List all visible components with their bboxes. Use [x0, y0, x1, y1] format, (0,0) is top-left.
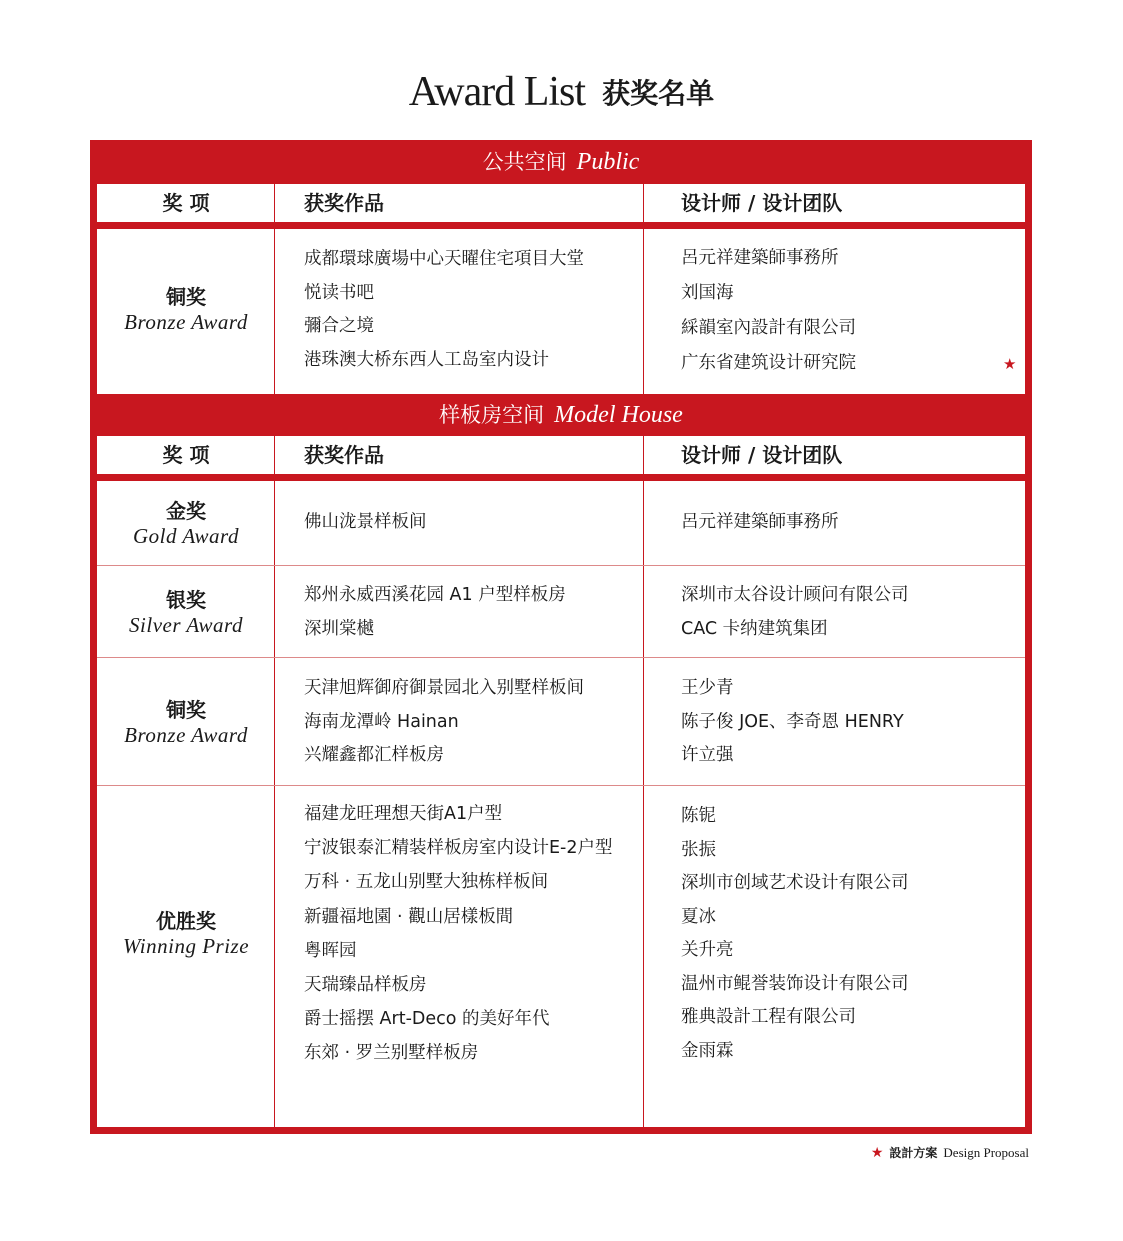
award-cn: 铜奖 — [166, 698, 206, 722]
winning-designers — [681, 800, 909, 1068]
list-item: 宁波银泰汇精装样板房室内设计E-2户型 — [304, 838, 613, 859]
list-item: 港珠澳大桥东西人工岛室内设计 — [304, 349, 549, 370]
award-cn: 铜奖 — [166, 285, 206, 309]
public-title-cn: 公共空间 — [482, 150, 567, 174]
model-bronze-award — [97, 697, 275, 747]
list-item: 天瑞臻品样板房 — [304, 974, 427, 995]
list-item: 呂元祥建築師事務所 — [681, 248, 839, 268]
award-cn: 优胜奖 — [156, 909, 216, 933]
public-bronze-award — [97, 284, 275, 334]
header-award: 奖 项 — [162, 191, 210, 215]
list-item: 天津旭辉御府御景园北入别墅样板间 — [304, 678, 584, 698]
award-table — [90, 140, 1032, 1134]
award-en: Silver Award — [129, 613, 243, 637]
model-bronze-designers — [681, 672, 904, 773]
legend-cn: 設計方案 — [889, 1146, 938, 1160]
award-cn: 金奖 — [166, 499, 206, 523]
list-item: 王少青 — [681, 678, 734, 698]
model-house-title-en: Model House — [554, 402, 683, 428]
model-house-column-headers — [97, 436, 1025, 474]
public-bronze-designers — [681, 241, 856, 381]
header-works: 获奖作品 — [304, 191, 384, 215]
public-body — [97, 229, 1025, 394]
model-house-title-cn: 样板房空间 — [439, 403, 545, 427]
list-item: 悦读书吧 — [304, 282, 374, 303]
list-item: 深圳市创域艺术设计有限公司 — [681, 873, 909, 893]
award-cn: 银奖 — [166, 588, 206, 612]
list-item: 夏冰 — [681, 906, 716, 927]
model-house-section-header — [90, 394, 1032, 436]
list-item: 成都環球廣場中心天曜住宅項目大堂 — [304, 249, 584, 269]
award-en: Gold Award — [133, 524, 239, 548]
list-item: 广东省建筑设计研究院 — [681, 353, 856, 373]
gold-designers — [681, 506, 839, 540]
title-cn: 获奖名单 — [602, 77, 715, 110]
public-column-headers — [97, 184, 1025, 222]
silver-award — [97, 587, 275, 637]
gold-works — [304, 506, 427, 540]
legend-en: Design Proposal — [943, 1145, 1029, 1160]
public-title-en: Public — [576, 149, 640, 175]
header-works: 获奖作品 — [304, 443, 384, 467]
model-house-body — [97, 481, 1025, 1127]
list-item: 新疆福地園 · 觀山居樣板間 — [304, 906, 514, 927]
list-item: 许立强 — [681, 745, 734, 765]
list-item: 陈铌 — [681, 806, 716, 826]
gold-award — [97, 498, 275, 548]
list-item: 呂元祥建築師事務所 — [681, 512, 839, 532]
header-designers: 设计师 / 设计团队 — [681, 443, 843, 467]
list-item: 金雨霖 — [681, 1040, 734, 1061]
award-en: Bronze Award — [124, 723, 248, 747]
list-item: 海南龙潭岭 Hainan — [304, 711, 459, 732]
list-item: 张振 — [681, 839, 716, 860]
header-award: 奖 项 — [162, 443, 210, 467]
award-en: Winning Prize — [122, 934, 250, 958]
list-item: 深圳棠樾 — [304, 618, 374, 639]
star-icon: ★ — [870, 1145, 884, 1161]
public-section-header — [90, 140, 1032, 184]
list-item: 彌合之境 — [304, 316, 374, 336]
model-bronze-works — [304, 672, 584, 773]
list-item: 东郊 · 罗兰别墅样板房 — [304, 1043, 479, 1064]
list-item: 佛山泷景样板间 — [304, 512, 427, 532]
list-item: 万科 · 五龙山别墅大独栋样板间 — [304, 872, 549, 893]
list-item: 爵士摇摆 Art-Deco 的美好年代 — [304, 1009, 550, 1030]
title-en: Award List — [408, 69, 586, 115]
list-item: 綵韻室內設計有限公司 — [681, 318, 856, 338]
design-proposal-star-icon: ★ — [1003, 355, 1017, 373]
list-item: 深圳市太谷设计顾问有限公司 — [681, 585, 909, 605]
list-item: 温州市鲲誉装饰设计有限公司 — [681, 973, 909, 994]
list-item: CAC 卡纳建筑集团 — [681, 618, 828, 639]
list-item: 雅典設計工程有限公司 — [681, 1007, 856, 1027]
silver-designers — [681, 579, 909, 646]
list-item: 粤晖园 — [304, 940, 357, 961]
silver-works — [304, 579, 566, 646]
award-en: Bronze Award — [124, 310, 248, 334]
list-item: 兴耀鑫都汇样板房 — [304, 745, 444, 765]
list-item: 郑州永威西溪花园 A1 户型样板房 — [304, 585, 566, 605]
winning-works — [304, 797, 613, 1071]
page-title — [0, 68, 1123, 116]
legend-note — [871, 1144, 1029, 1161]
list-item: 陈子俊 JOE、李奇恩 HENRY — [681, 711, 904, 732]
list-item: 刘国海 — [681, 283, 734, 303]
winning-prize — [97, 908, 275, 958]
header-designers: 设计师 / 设计团队 — [681, 191, 843, 215]
list-item: 福建龙旺理想天街A1户型 — [304, 804, 503, 824]
public-bronze-works — [304, 243, 584, 377]
list-item: 关升亮 — [681, 940, 734, 960]
